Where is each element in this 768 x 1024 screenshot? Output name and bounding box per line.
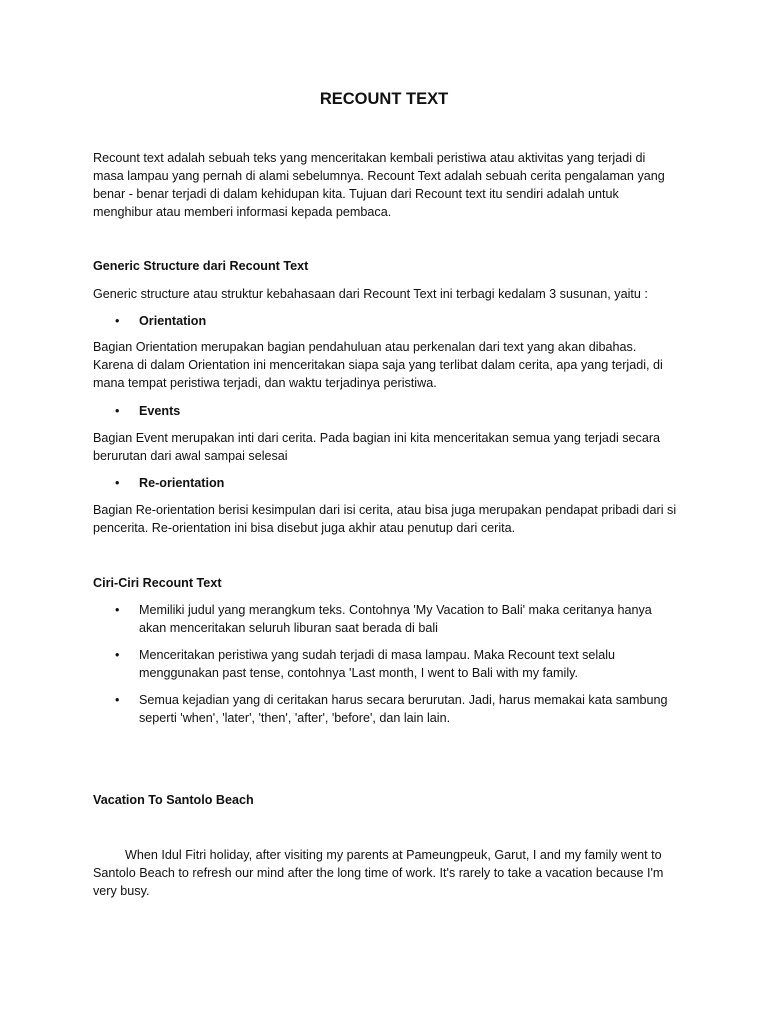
- characteristic-text: Memiliki judul yang merangkum teks. Contohnya 'My Vacation to Bali' maka ceritanya hanya akan menceritakan seluruh liburan saat berada di bali: [139, 603, 652, 635]
- list-item-orientation: [93, 312, 679, 330]
- bullet-icon: •: [115, 476, 120, 490]
- reorientation-description: Bagian Re-orientation berisi kesimpulan dari isi cerita, atau bisa juga merupakan pendapat pribadi dari si pencerita. Re-orientation ini bisa disebut juga akhir atau penutup dari cerita.: [93, 503, 677, 535]
- characteristic-text: Menceritakan peristiwa yang sudah terjadi di masa lampau. Maka Recount text selalu menggunakan past tense, contohnya 'Last month, I went to Bali with my family.: [139, 648, 616, 680]
- list-item-reorientation: [93, 474, 679, 492]
- example-paragraph: When Idul Fitri holiday, after visiting my parents at Pameungpeuk, Garut, I and my family went to Santolo Beach to refresh our mind after the long time of work. It's rarely to take a vacation because I'm very busy.: [93, 848, 664, 898]
- list-item-events: [93, 402, 679, 420]
- orientation-label: Orientation: [139, 314, 207, 328]
- intro-paragraph: Recount text adalah sebuah teks yang menceritakan kembali peristiwa atau aktivitas yang terjadi di masa lampau yang pernah di alami sebelumnya. Recount Text adalah sebuah cerita pengalaman yang benar - benar terjadi di dalam kehidupan kita. Tujuan dari Recount text itu sendiri adalah untuk menghibur atau memberi informasi kepada pembaca.: [93, 151, 665, 219]
- document-title: RECOUNT TEXT: [319, 90, 449, 108]
- bullet-icon: •: [115, 404, 120, 418]
- list-item: [93, 691, 679, 727]
- list-item: [93, 601, 679, 637]
- events-label: Events: [139, 404, 181, 418]
- events-description: Bagian Event merupakan inti dari cerita. Pada bagian ini kita menceritakan semua yang terjadi secara berurutan dari awal sampai selesai: [93, 431, 661, 463]
- reorientation-label: Re-orientation: [139, 476, 225, 490]
- bullet-icon: •: [115, 603, 120, 617]
- bullet-icon: •: [115, 693, 120, 707]
- generic-structure-lead: Generic structure atau struktur kebahasaan dari Recount Text ini terbagi kedalam 3 susunan, yaitu :: [93, 287, 648, 301]
- bullet-icon: •: [115, 648, 120, 662]
- characteristics-heading: Ciri-Ciri Recount Text: [93, 576, 222, 590]
- generic-structure-heading: Generic Structure dari Recount Text: [93, 259, 309, 273]
- characteristic-text: Semua kejadian yang di ceritakan harus secara berurutan. Jadi, harus memakai kata sambung seperti 'when', 'later', 'then', 'after', 'before', dan lain lain.: [139, 693, 668, 725]
- list-item: [93, 646, 679, 682]
- example-heading: Vacation To Santolo Beach: [93, 793, 254, 807]
- orientation-description: Bagian Orientation merupakan bagian pendahuluan atau perkenalan dari text yang akan dibahas. Karena di dalam Orientation ini menceritakan siapa saja yang terlibat dalam cerita, apa yang terjadi, di mana tempat peristiwa terjadi, dan waktu terjadinya peristiwa.: [93, 340, 663, 390]
- bullet-icon: •: [115, 314, 120, 328]
